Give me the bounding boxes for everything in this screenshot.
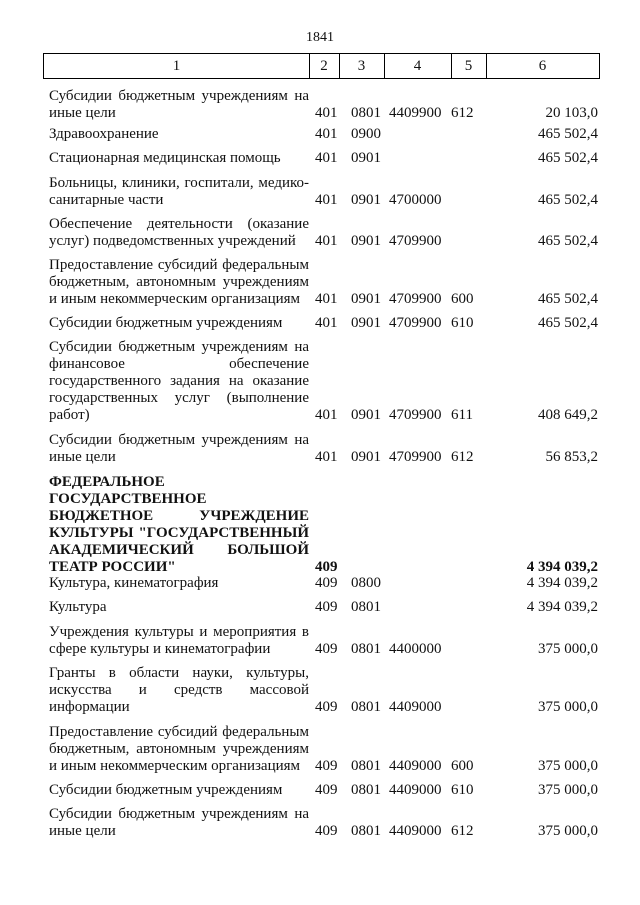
row-col2: 401 bbox=[315, 449, 338, 465]
row-name: Предоставление субсидий федеральным бюджетным, автономным учреждениям и иным некоммерческим организациям bbox=[49, 724, 309, 774]
row-col6: 56 853,2 bbox=[545, 449, 598, 465]
row-col3: 0901 bbox=[351, 150, 381, 166]
row-name: Обеспечение деятельности (оказание услуг) подведомственных учреждений bbox=[49, 216, 309, 249]
row-col2: 401 bbox=[315, 233, 338, 249]
row-col2: 401 bbox=[315, 315, 338, 331]
row-col4: 4709900 bbox=[389, 233, 442, 249]
row-col2: 409 bbox=[315, 599, 338, 615]
row-name: Культура bbox=[49, 599, 107, 615]
row-col5: 600 bbox=[451, 291, 474, 307]
row-col3: 0801 bbox=[351, 599, 381, 615]
header-col-1: 1 bbox=[44, 54, 310, 78]
page-number: 1841 bbox=[306, 30, 334, 45]
row-col4: 4409000 bbox=[389, 758, 442, 774]
row-col4: 4409000 bbox=[389, 782, 442, 798]
row-col5: 610 bbox=[451, 315, 474, 331]
row-col4: 4409000 bbox=[389, 699, 442, 715]
row-col6: 4 394 039,2 bbox=[526, 575, 598, 591]
row-col5: 611 bbox=[451, 407, 473, 423]
row-col6: 4 394 039,2 bbox=[526, 559, 598, 575]
row-col3: 0801 bbox=[351, 782, 381, 798]
row-name: Стационарная медицинская помощь bbox=[49, 150, 281, 166]
row-col4: 4400000 bbox=[389, 641, 442, 657]
row-col6: 375 000,0 bbox=[538, 758, 598, 774]
header-col-2: 2 bbox=[309, 54, 340, 78]
row-name: Субсидии бюджетным учреждениям bbox=[49, 782, 283, 798]
row-col5: 612 bbox=[451, 449, 474, 465]
row-col6: 465 502,4 bbox=[538, 291, 598, 307]
row-col4: 4709900 bbox=[389, 449, 442, 465]
row-col3: 0901 bbox=[351, 449, 381, 465]
row-col3: 0901 bbox=[351, 192, 381, 208]
row-col5: 612 bbox=[451, 105, 474, 121]
row-col6: 375 000,0 bbox=[538, 782, 598, 798]
row-col6: 375 000,0 bbox=[538, 641, 598, 657]
row-col2: 401 bbox=[315, 407, 338, 423]
row-col4: 4409900 bbox=[389, 105, 442, 121]
row-name: Учреждения культуры и мероприятия в сфере культуры и кинематографии bbox=[49, 624, 309, 657]
row-col2: 401 bbox=[315, 291, 338, 307]
row-col2: 409 bbox=[315, 782, 338, 798]
row-name: Субсидии бюджетным учреждениям на финансовое обеспечение государственного задания на оказание государственных услуг (выполнение работ) bbox=[49, 339, 309, 423]
row-col5: 610 bbox=[451, 782, 474, 798]
row-col3: 0801 bbox=[351, 105, 381, 121]
row-col4: 4700000 bbox=[389, 192, 442, 208]
row-col2: 409 bbox=[315, 575, 338, 591]
row-col3: 0801 bbox=[351, 823, 381, 839]
row-col2: 409 bbox=[315, 758, 338, 774]
row-col6: 465 502,4 bbox=[538, 192, 598, 208]
row-col3: 0901 bbox=[351, 315, 381, 331]
row-col3: 0801 bbox=[351, 699, 381, 715]
row-col2: 401 bbox=[315, 126, 338, 142]
row-col2: 401 bbox=[315, 192, 338, 208]
row-name: Субсидии бюджетным учреждениям bbox=[49, 315, 283, 331]
row-name: ФЕДЕРАЛЬНОЕ ГОСУДАРСТВЕННОЕ БЮДЖЕТНОЕ УЧРЕЖДЕНИЕ КУЛЬТУРЫ "ГОСУДАРСТВЕННЫЙ АКАДЕМИЧЕСКИЙ БОЛЬШОЙ ТЕАТР РОССИИ" bbox=[49, 474, 309, 575]
row-col3: 0800 bbox=[351, 575, 381, 591]
row-col4: 4709900 bbox=[389, 291, 442, 307]
row-name: Больницы, клиники, госпитали, медико-санитарные части bbox=[49, 175, 309, 208]
row-col3: 0901 bbox=[351, 291, 381, 307]
row-col6: 465 502,4 bbox=[538, 315, 598, 331]
header-col-3: 3 bbox=[339, 54, 385, 78]
row-col2: 401 bbox=[315, 150, 338, 166]
row-col3: 0901 bbox=[351, 233, 381, 249]
row-name: Субсидии бюджетным учреждениям на иные цели bbox=[49, 806, 309, 839]
row-name: Культура, кинематография bbox=[49, 575, 219, 591]
row-col2: 401 bbox=[315, 105, 338, 121]
row-col3: 0801 bbox=[351, 641, 381, 657]
row-col6: 375 000,0 bbox=[538, 699, 598, 715]
row-col3: 0801 bbox=[351, 758, 381, 774]
header-col-6: 6 bbox=[538, 58, 547, 74]
row-col4: 4709900 bbox=[389, 407, 442, 423]
row-name: Гранты в области науки, культуры, искусства и средств массовой информации bbox=[49, 665, 309, 715]
row-name: Субсидии бюджетным учреждениям на иные цели bbox=[49, 88, 309, 121]
row-col6: 408 649,2 bbox=[538, 407, 598, 423]
row-col5: 612 bbox=[451, 823, 474, 839]
row-name: Субсидии бюджетным учреждениям на иные цели bbox=[49, 432, 309, 465]
row-col6: 4 394 039,2 bbox=[526, 599, 598, 615]
row-col4: 4409000 bbox=[389, 823, 442, 839]
table-header bbox=[43, 53, 600, 79]
row-col4: 4709900 bbox=[389, 315, 442, 331]
row-col2: 409 bbox=[315, 823, 338, 839]
row-col6: 465 502,4 bbox=[538, 233, 598, 249]
row-col6: 465 502,4 bbox=[538, 150, 598, 166]
row-col6: 20 103,0 bbox=[545, 105, 598, 121]
row-col2: 409 bbox=[315, 559, 338, 575]
row-col2: 409 bbox=[315, 699, 338, 715]
row-col3: 0901 bbox=[351, 407, 381, 423]
row-col6: 375 000,0 bbox=[538, 823, 598, 839]
row-name: Предоставление субсидий федеральным бюджетным, автономным учреждениям и иным некоммерческим организациям bbox=[49, 257, 309, 307]
header-col-4: 4 bbox=[384, 54, 452, 78]
row-name: Здравоохранение bbox=[49, 126, 159, 142]
row-col3: 0900 bbox=[351, 126, 381, 142]
row-col6: 465 502,4 bbox=[538, 126, 598, 142]
row-col5: 600 bbox=[451, 758, 474, 774]
row-col2: 409 bbox=[315, 641, 338, 657]
header-col-5: 5 bbox=[451, 54, 487, 78]
